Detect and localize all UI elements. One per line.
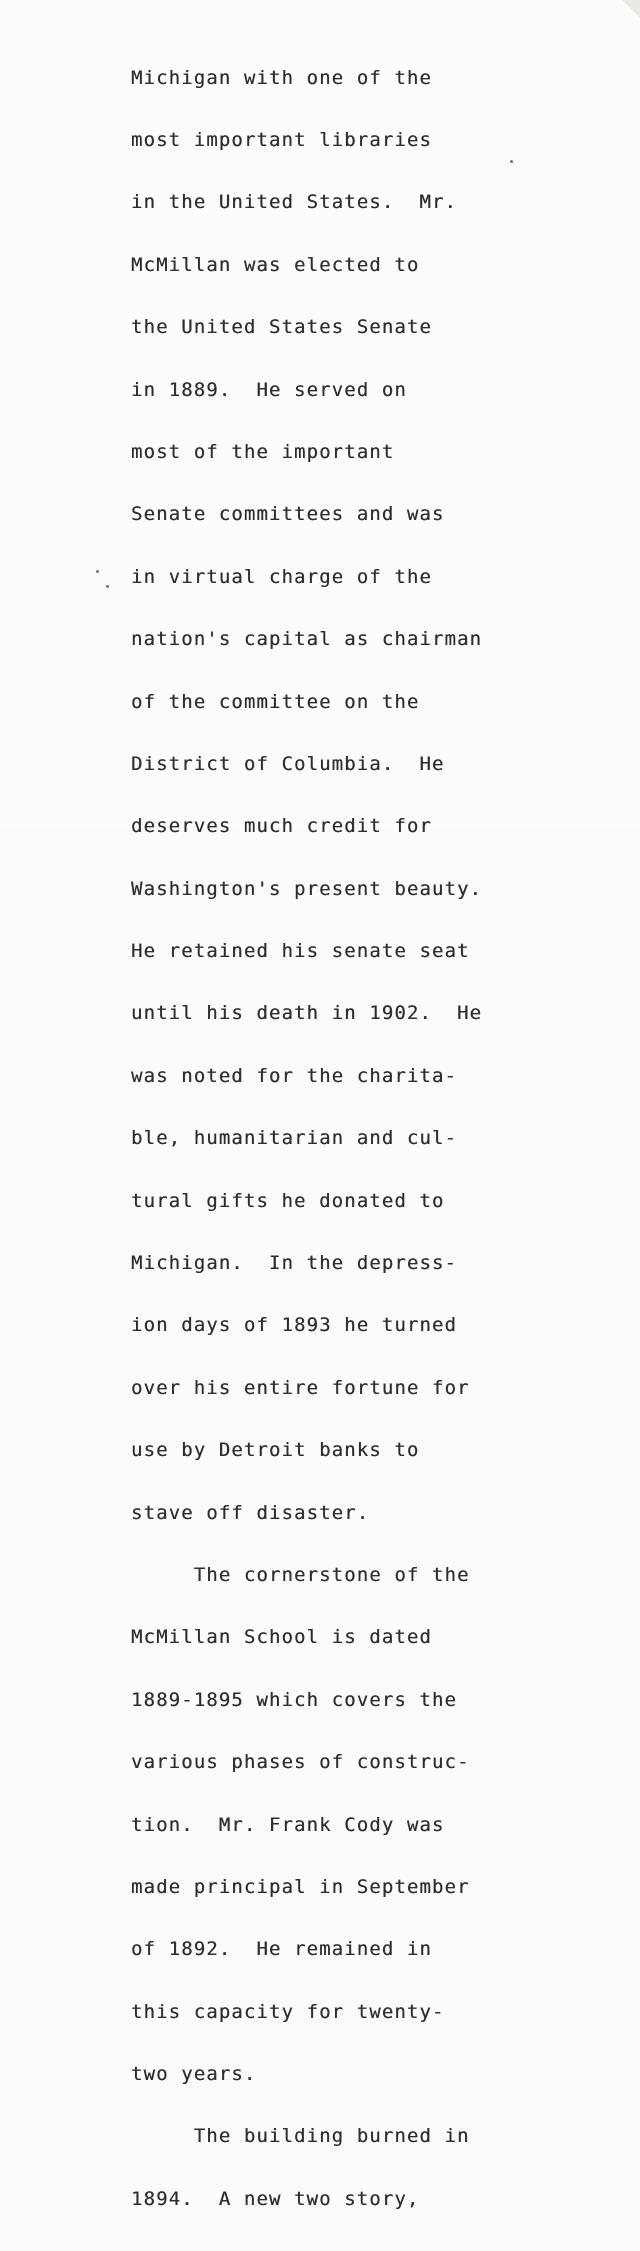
- text-line: tion. Mr. Frank Cody was: [131, 1813, 445, 1836]
- text-line: most of the important: [131, 440, 395, 463]
- text-line: over his entire fortune for: [131, 1376, 470, 1399]
- scan-speck: [106, 585, 109, 588]
- text-line: 1894. A new two story,: [131, 2187, 420, 2210]
- page-corner: [622, 0, 640, 18]
- text-line: 1889-1895 which covers the: [131, 1688, 458, 1711]
- text-line: until his death in 1902. He: [131, 1002, 483, 1025]
- text-line: in 1889. He served on: [131, 378, 407, 401]
- text-line: McMillan School is dated: [131, 1626, 432, 1649]
- text-line: was noted for the charita-: [131, 1064, 458, 1087]
- scan-speck: [96, 570, 99, 573]
- text-line: stave off disaster.: [131, 1501, 370, 1524]
- text-line: various phases of construc-: [131, 1751, 470, 1774]
- text-line: of 1892. He remained in: [131, 1938, 432, 1961]
- typed-text-body: [131, 26, 611, 2251]
- text-line: made principal in September: [131, 1875, 470, 1898]
- text-line: two years.: [131, 2063, 257, 2086]
- text-line: The cornerstone of the: [131, 1563, 470, 1586]
- text-line: deserves much credit for: [131, 815, 432, 838]
- text-line: most important libraries: [131, 128, 432, 151]
- text-line: ion days of 1893 he turned: [131, 1314, 458, 1337]
- text-line: District of Columbia. He: [131, 752, 445, 775]
- text-line: use by Detroit banks to: [131, 1439, 420, 1462]
- text-line: this capacity for twenty-: [131, 2000, 445, 2023]
- text-line: Washington's present beauty.: [131, 877, 483, 900]
- text-line: nation's capital as chairman: [131, 628, 483, 651]
- text-line: Michigan with one of the: [131, 66, 432, 89]
- text-line: Senate committees and was: [131, 503, 445, 526]
- text-line: McMillan was elected to: [131, 253, 420, 276]
- text-line: He retained his senate seat: [131, 940, 470, 963]
- text-line: of the committee on the: [131, 690, 420, 713]
- text-line: Michigan. In the depress-: [131, 1252, 458, 1275]
- text-line: in the United States. Mr.: [131, 191, 458, 214]
- text-line: ble, humanitarian and cul-: [131, 1127, 458, 1150]
- text-line: in virtual charge of the: [131, 565, 432, 588]
- text-line: tural gifts he donated to: [131, 1189, 445, 1212]
- text-line: The building burned in: [131, 2125, 470, 2148]
- text-line: the United States Senate: [131, 316, 432, 339]
